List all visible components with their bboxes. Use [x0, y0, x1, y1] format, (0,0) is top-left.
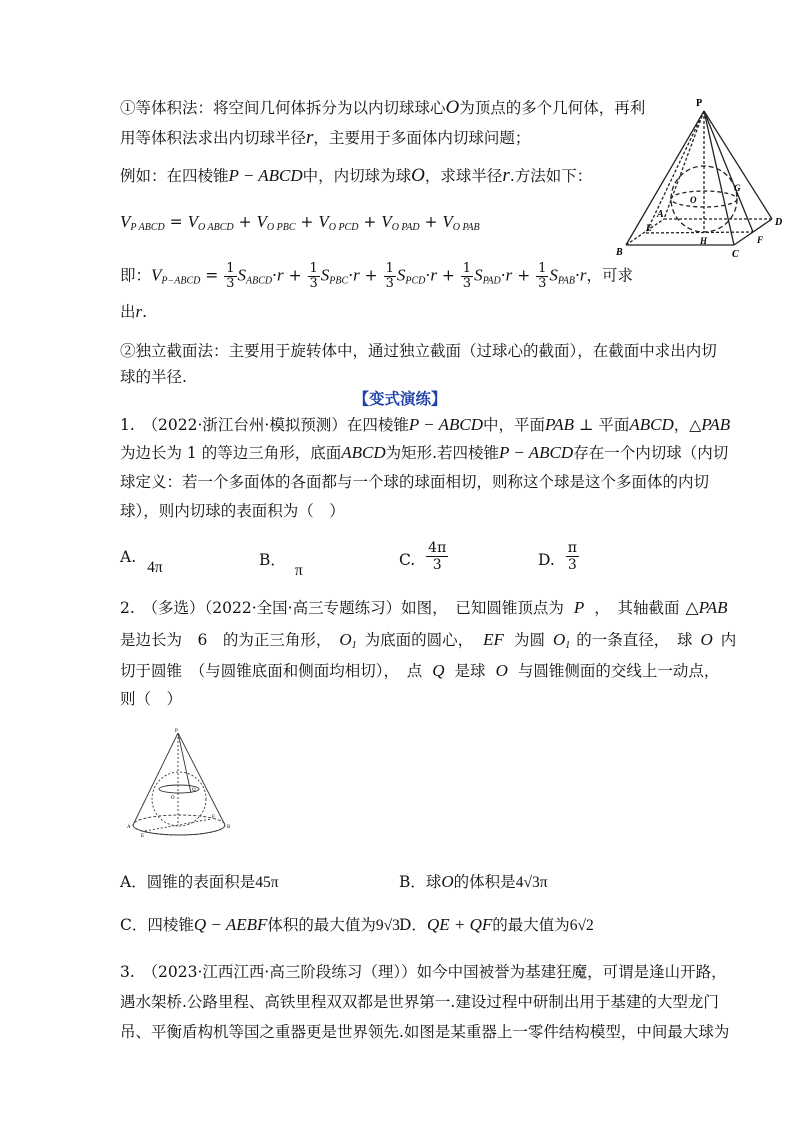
text: 的最大值为 — [492, 916, 570, 934]
cone-figure — [125, 725, 240, 840]
text: ，可求 — [586, 266, 634, 285]
math: ABCD — [629, 415, 674, 434]
area-equation: 即：$V_{P-ABCD}$ = $\frac{1}{3}$ $S_{ABCD}\cdot r$ + $\frac{1}{3}$ $S_{PBC}\cdot r$ + $\frac{1}{3}$ $S_{PCD}\cdot r$ + $\frac{1}{3}$ $S_{PAD}\cdot r$ + $\frac{1}{3}$ $S_{PAB}\cdot r$，可求 — [120, 261, 634, 291]
subscript: PBC — [329, 275, 349, 287]
label-P: P — [175, 729, 178, 734]
q2-line1 — [120, 597, 728, 619]
math: O — [700, 630, 713, 649]
text: 为圆 — [513, 631, 545, 649]
math: Q − AEBF — [193, 915, 268, 934]
subscript: O PAB — [452, 222, 480, 233]
math-V: V — [256, 212, 267, 231]
text: ，求球半径 — [424, 167, 503, 185]
q2-option-b[interactable] — [399, 870, 548, 892]
label-A: A — [657, 209, 664, 220]
text: 出 — [120, 303, 136, 321]
fraction: $\frac{1}{3}$ — [385, 261, 394, 291]
subscript: ABCD — [246, 275, 273, 287]
subscript: P ABCD — [130, 222, 165, 233]
math: ABCD — [341, 443, 386, 462]
q2-option-c[interactable] — [120, 913, 400, 935]
q3-line3: 吊、平衡盾构机等国之重器更是世界领先.如图是某重器上一零件结构模型，中间最大球为 — [120, 1023, 730, 1041]
option-value: 9√3 — [375, 917, 400, 934]
math-V: V — [442, 212, 453, 231]
subscript: P−ABCD — [161, 275, 201, 287]
q2-option-d[interactable] — [399, 913, 594, 935]
fraction: $\frac{1}{3}$ — [309, 261, 318, 291]
option-value: 4π — [147, 559, 163, 576]
q1-option-d[interactable] — [538, 540, 580, 573]
subscript: O PBC — [266, 222, 296, 233]
text: 2. （多选）（2022·全国·高三专题练习）如图， 已知圆锥顶点为 — [120, 599, 564, 617]
text: 为顶点的多个几何体，再利 — [459, 99, 646, 117]
method2-line1: ②独立截面法：主要用于旋转体中，通过独立截面（过球心的截面），在截面中求出内切 — [120, 342, 717, 360]
math-V: V — [151, 265, 162, 285]
math-V: V — [187, 212, 198, 231]
fraction: $\frac{1}{3}$ — [538, 261, 547, 291]
option-label: B． — [259, 551, 286, 569]
q1-line3: 球定义：若一个多面体的各面都与一个球的球面相切，则称这个球是这个多面体的内切 — [120, 473, 710, 491]
text: ⊥ 平面 — [573, 416, 630, 434]
text: 的体积是 — [453, 873, 516, 891]
math: O — [495, 661, 508, 680]
subscript: PCD — [405, 275, 426, 287]
option-value: 45π — [255, 874, 279, 891]
label-F: F — [212, 815, 215, 820]
text: 为边长为 1 的等边三角形，底面 — [120, 444, 342, 462]
math: PAB — [701, 415, 731, 434]
q2-line3 — [120, 660, 719, 682]
text: 是球 — [454, 662, 486, 680]
fraction: $\frac{1}{3}$ — [462, 261, 472, 291]
label-C: C — [732, 249, 739, 260]
example-line — [120, 165, 592, 187]
subscript: O PAD — [391, 222, 420, 233]
label-Q: Q — [192, 788, 196, 793]
text: ， 其轴截面 — [594, 599, 680, 617]
text: 中，平面 — [482, 416, 545, 434]
method1-line2 — [120, 127, 530, 149]
label-E: E — [141, 834, 145, 839]
q3-line2: 遇水架桥.公路里程、高铁里程双双都是世界第一.建设过程中研制出用于基建的大型龙门 — [120, 993, 719, 1011]
text: 用等体积法求出内切球半径 — [120, 129, 307, 147]
math-expr: P − ABCD — [228, 166, 303, 185]
math: O — [552, 630, 566, 649]
math: P — [573, 598, 585, 617]
text: 体积的最大值为 — [267, 916, 376, 934]
text: ，△ — [673, 416, 702, 434]
q1-line1 — [120, 414, 730, 436]
math: P − ABCD — [499, 443, 574, 462]
option-label: D. — [538, 550, 555, 569]
method1-line1 — [120, 97, 645, 119]
pyramid-figure — [612, 95, 792, 265]
math-V: V — [120, 212, 131, 231]
text: 1. （2022·浙江台州·模拟预测）在四棱锥 — [120, 416, 409, 434]
q2-option-a[interactable] — [120, 870, 279, 892]
text: 即： — [120, 266, 152, 285]
label-F: F — [757, 235, 764, 245]
option-value: 6√2 — [569, 917, 594, 934]
section-title: 【变式演练】 — [353, 390, 447, 408]
option-label: D． — [399, 916, 427, 934]
q1-option-a[interactable] — [120, 548, 163, 576]
area-equation-line2 — [120, 301, 147, 323]
fraction: $\frac{\pi}{3}$ — [567, 540, 577, 573]
option-label: C. — [399, 550, 416, 569]
label-B: B — [616, 247, 623, 258]
label-A: A — [127, 825, 131, 830]
math-r: r — [135, 302, 143, 321]
q3-line1: 3. （2023·江西江西·高三阶段练习（理））如今中国被誉为基建狂魔，可谓是逢山开路， — [120, 963, 727, 981]
option-label: C．四棱锥 — [120, 916, 194, 934]
math: △PAB — [685, 598, 728, 617]
label-O: O — [690, 195, 697, 205]
math-V: V — [381, 212, 392, 231]
text: 内 — [720, 631, 737, 649]
fraction: $\frac{1}{3}$ — [226, 261, 235, 291]
equals: = — [164, 213, 188, 231]
text: ，主要用于多面体内切球问题； — [313, 129, 531, 147]
label-G: G — [734, 183, 741, 193]
option-value: 4√3π — [515, 874, 548, 891]
option-label: A．圆锥的表面积是 — [120, 873, 256, 891]
q1-line2 — [120, 442, 728, 464]
text: 与圆锥侧面的交线上一动点， — [517, 662, 720, 680]
text: . — [142, 303, 148, 321]
text: .方法如下： — [509, 167, 593, 185]
text: 例如：在四棱锥 — [120, 167, 229, 185]
subscript: PAB — [557, 275, 575, 287]
method2-line2: 球的半径. — [120, 368, 187, 386]
math: Q — [432, 661, 445, 680]
text: 为矩形.若四棱锥 — [385, 444, 500, 462]
text: 是边长为 6 的为正三角形， — [120, 631, 332, 649]
text: 为底面的圆心， — [364, 631, 474, 649]
q1-option-c[interactable] — [399, 540, 449, 573]
math: O — [339, 630, 352, 649]
math-r: r — [306, 127, 314, 148]
option-value: π — [294, 562, 303, 579]
volume-equation: $V_{P ABCD} = V_{O ABCD} + V_{O PBC} + V_{O PCD} + V_{O PAD} + V_{O PAB}$ — [120, 212, 480, 233]
fraction: $\frac{4\pi}{3}$ — [428, 540, 447, 573]
math: P − ABCD — [408, 415, 483, 434]
q2-line2: 是边长为 6 的为正三角形， $O_1$ 为底面的圆心， EF 为圆 $O_1$ 的一条直径， 球 O 内 — [120, 630, 737, 651]
math-O: O — [411, 165, 425, 186]
q2-line4: 则（ ） — [120, 690, 183, 708]
text: 切于圆锥 （与圆锥底面和侧面均相切）， 点 — [120, 662, 423, 680]
text: 中，内切球为球 — [302, 167, 412, 185]
q1-line4: 球），则内切球的表面积为（ ） — [120, 502, 345, 520]
text: ①等体积法：将空间几何体拆分为以内切球球心 — [120, 99, 446, 117]
label-E: E — [646, 223, 653, 233]
text: 存在一个内切球（内切 — [573, 444, 729, 462]
label-P: P — [696, 98, 703, 109]
subscript: O PCD — [328, 222, 359, 233]
label-B: B — [227, 825, 231, 830]
math-O: O — [445, 97, 460, 118]
math: PAB — [545, 415, 574, 434]
subscript: O ABCD — [197, 222, 234, 233]
math-O: O — [441, 872, 454, 891]
math-V: V — [318, 212, 329, 231]
label-H: H — [700, 236, 708, 246]
math-r: r — [502, 165, 510, 186]
text: 的一条直径， 球 — [576, 631, 693, 649]
label-O1: O — [171, 796, 175, 801]
math: QE + QF — [426, 915, 493, 934]
subscript: PAD — [482, 275, 501, 287]
math: EF — [483, 630, 504, 649]
q1-option-b[interactable] — [259, 548, 303, 579]
option-label: A. — [120, 548, 137, 566]
option-label: B．球 — [399, 873, 442, 891]
label-D: D — [775, 217, 783, 228]
